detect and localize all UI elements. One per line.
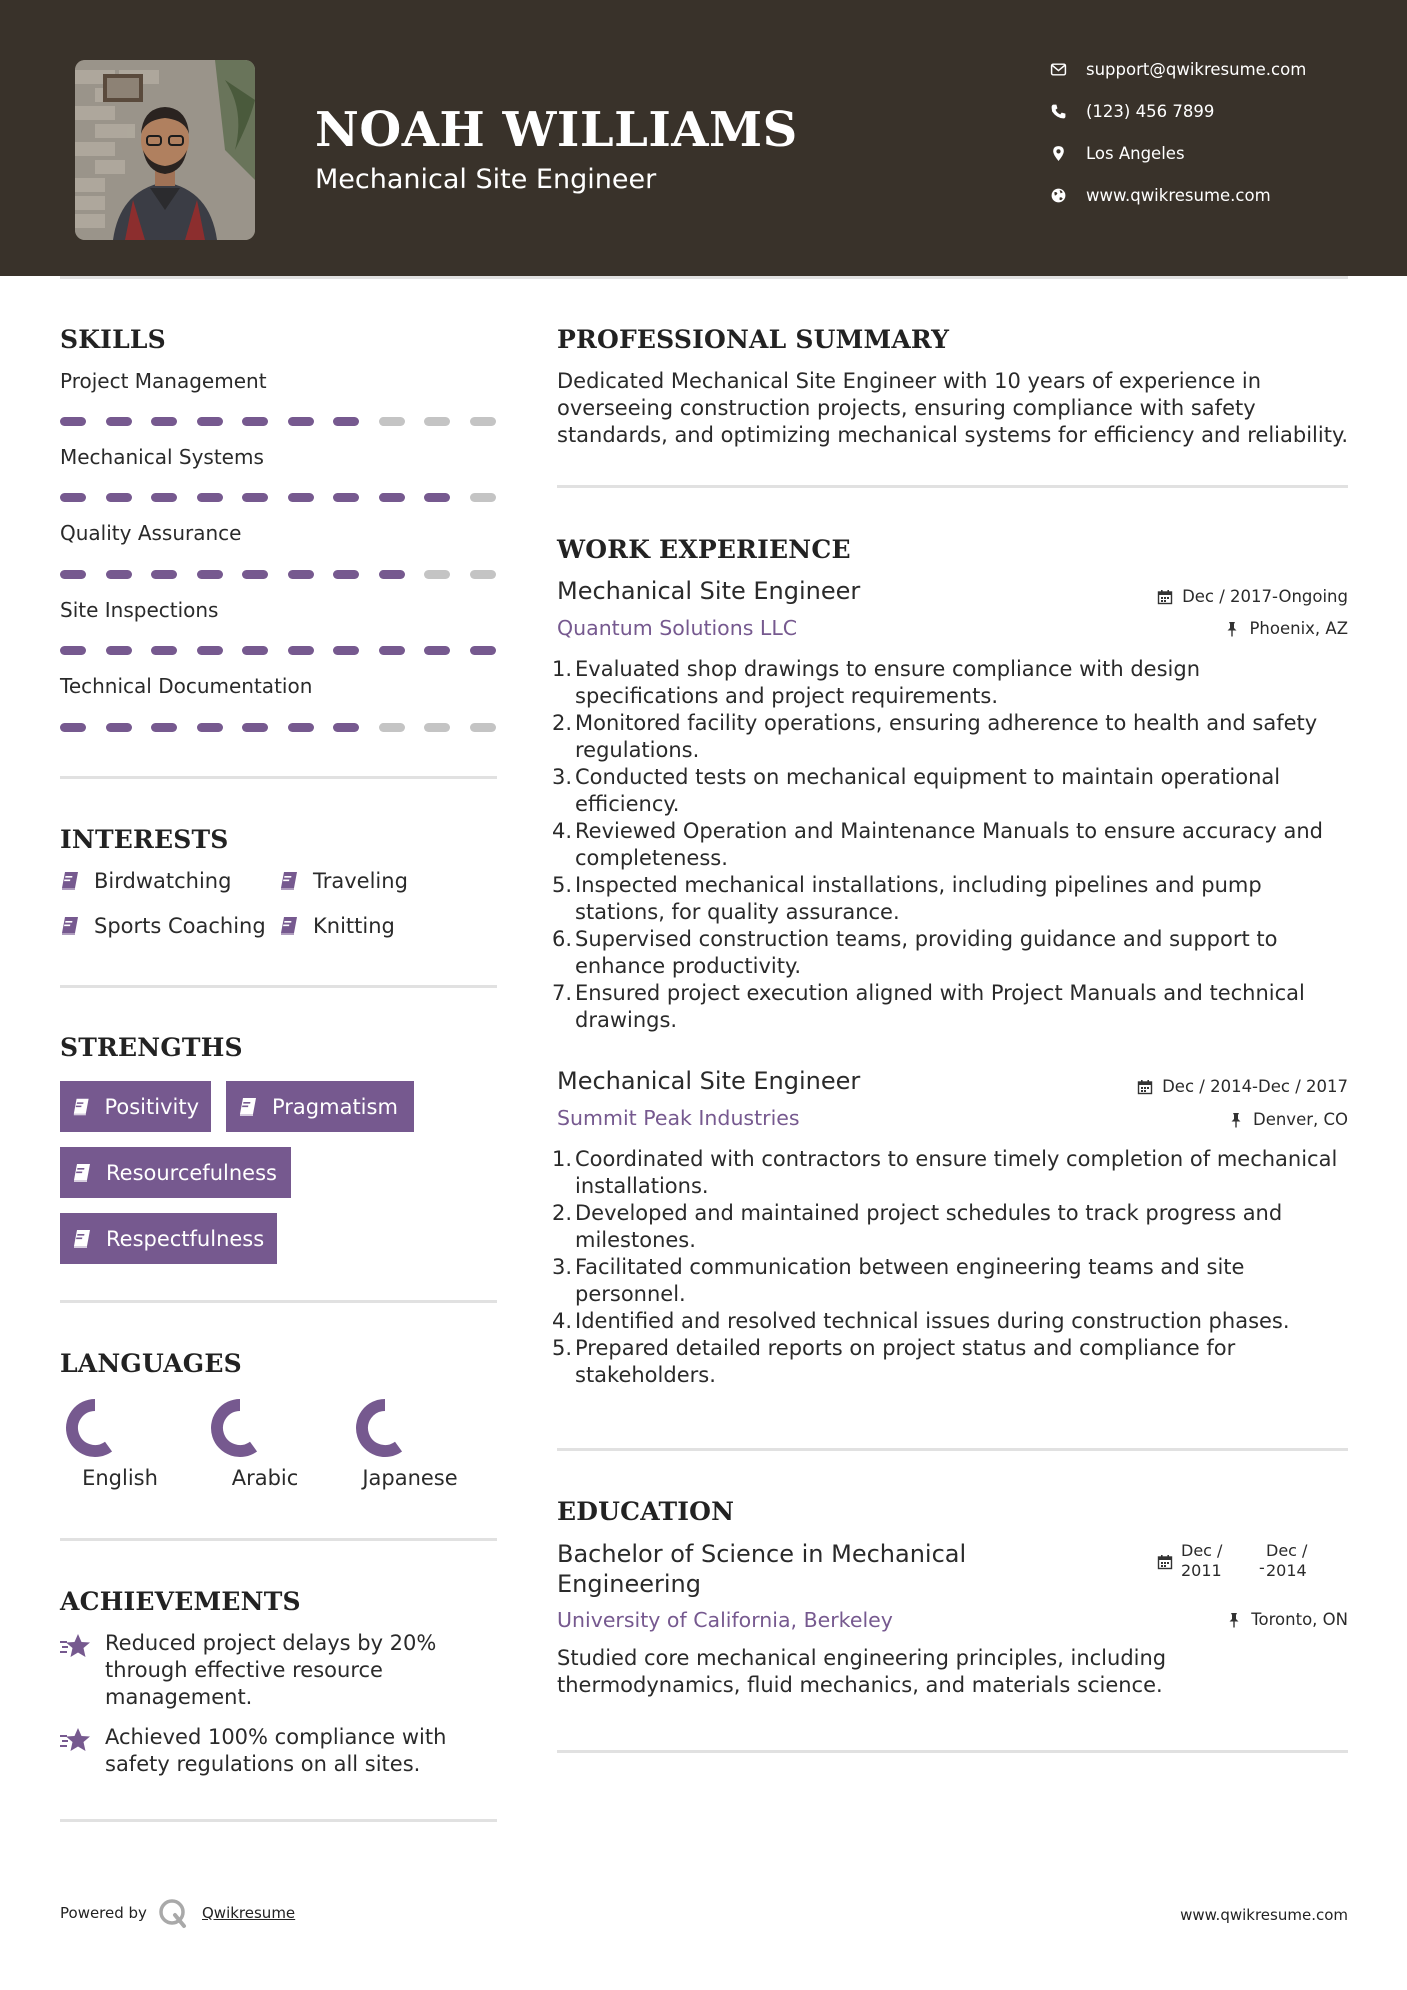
- achievements-title: ACHIEVEMENTS: [60, 1587, 301, 1616]
- job-bullet: 3. Facilitated communication between engineering teams and site personnel.: [552, 1255, 1245, 1306]
- skill-name: Mechanical Systems: [60, 445, 264, 469]
- job-bullet: 3. Conducted tests on mechanical equipment to maintain operational efficiency.: [552, 765, 1281, 816]
- interest-label: Birdwatching: [94, 869, 232, 893]
- calendar-icon: [1137, 1079, 1153, 1095]
- job-bullet: 1. Coordinated with contractors to ensure timely completion of mechanical installations.: [552, 1147, 1338, 1198]
- contact-phone-text: (123) 456 7899: [1086, 101, 1215, 121]
- skill-segment-filled: [424, 646, 450, 655]
- book-icon: [238, 1096, 258, 1118]
- skill-segment-filled: [288, 493, 314, 502]
- achievement-text: Achieved 100% compliance with: [105, 1725, 447, 1749]
- interest-label: Traveling: [313, 869, 408, 893]
- language-name: Arabic: [231, 1466, 299, 1490]
- job-bullet: 2. Monitored facility operations, ensuring adherence to health and safety regulations.: [552, 711, 1318, 762]
- skill-segment-filled: [151, 723, 177, 732]
- job-bullet: 4. Identified and resolved technical issues during construction phases.: [552, 1309, 1290, 1333]
- job-bullet: 5. Prepared detailed reports on project status and compliance for stakeholders.: [552, 1336, 1236, 1387]
- job-date: [1137, 1077, 1348, 1096]
- skill-segment-filled: [151, 493, 177, 502]
- section-divider: [60, 1300, 497, 1303]
- skill-segment-empty: [470, 570, 496, 579]
- resume-header: [0, 0, 1407, 276]
- book-icon: [279, 915, 299, 937]
- skill-segment-filled: [333, 417, 359, 426]
- interest-label: Sports Coaching: [94, 914, 266, 938]
- strength-chip: [60, 1213, 277, 1264]
- section-divider: [60, 1538, 497, 1541]
- book-icon: [72, 1228, 92, 1250]
- job-bullet: 1. Evaluated shop drawings to ensure compliance with design specifications and project requirements.: [552, 657, 1201, 708]
- location-pin-icon: [1050, 143, 1074, 163]
- job-title: Mechanical Site Engineer: [557, 577, 861, 605]
- job-date-text: Dec / 2014-Dec / 2017: [1162, 1077, 1348, 1096]
- achievement-text: Reduced project delays by 20%: [105, 1631, 437, 1655]
- contact-website[interactable]: [1050, 182, 1271, 208]
- skill-segment-empty: [424, 417, 450, 426]
- skill-segment-filled: [379, 646, 405, 655]
- contact-phone[interactable]: [1050, 98, 1214, 124]
- contact-website-text: www.qwikresume.com: [1086, 185, 1271, 205]
- skill-segment-filled: [242, 723, 268, 732]
- contact-email-text: support@qwikresume.com: [1086, 59, 1307, 79]
- section-divider: [557, 1448, 1348, 1451]
- skill-segment-filled: [197, 417, 223, 426]
- job-bullet: 5. Inspected mechanical installations, including pipelines and pump stations, for quality assurance.: [552, 873, 1262, 924]
- pushpin-icon: [1224, 621, 1240, 637]
- job-date-text: Dec / 2017-Ongoing: [1182, 587, 1348, 606]
- strength-label: Respectfulness: [106, 1226, 265, 1251]
- skill-segment-filled: [60, 646, 86, 655]
- achievement-text: management.: [105, 1685, 253, 1709]
- skill-segment-filled: [60, 570, 86, 579]
- book-icon: [72, 1162, 92, 1184]
- calendar-icon: [1157, 589, 1173, 605]
- skill-segment-filled: [242, 646, 268, 655]
- job-bullets: [552, 1146, 1352, 1389]
- language-level-ring: [60, 1398, 130, 1468]
- powered-by-label: Powered by: [60, 1904, 147, 1922]
- header-divider: [60, 276, 1348, 279]
- strength-label: Pragmatism: [272, 1094, 398, 1119]
- skill-name: Site Inspections: [60, 598, 219, 622]
- achievement-text: safety regulations on all sites.: [105, 1752, 421, 1776]
- skill-segment-filled: [333, 646, 359, 655]
- school-name: University of California, Berkeley: [557, 1608, 893, 1632]
- achievement-text: through effective resource: [105, 1658, 383, 1682]
- skill-level-bar: [60, 723, 500, 732]
- language-name: English: [82, 1466, 158, 1490]
- language-name: Japanese: [362, 1466, 458, 1490]
- edu-date-start: 2011: [1181, 1561, 1222, 1580]
- languages-title: LANGUAGES: [60, 1349, 242, 1378]
- skills-title: SKILLS: [60, 325, 166, 354]
- skill-segment-empty: [424, 570, 450, 579]
- skill-level-bar: [60, 646, 500, 655]
- skill-segment-filled: [106, 570, 132, 579]
- globe-icon: [1050, 185, 1074, 205]
- company-name: Quantum Solutions LLC: [557, 616, 798, 640]
- edu-date-end: 2014: [1266, 1561, 1307, 1580]
- skill-segment-empty: [379, 723, 405, 732]
- contact-location-text: Los Angeles: [1086, 143, 1185, 163]
- job-bullet: 4. Reviewed Operation and Maintenance Manuals to ensure accuracy and completeness.: [552, 819, 1323, 870]
- candidate-name: NOAH WILLIAMS: [315, 102, 798, 158]
- job-bullets: [552, 656, 1352, 1034]
- section-divider: [60, 1819, 497, 1822]
- degree-title-line: Bachelor of Science in Mechanical: [557, 1540, 967, 1568]
- summary-line: Dedicated Mechanical Site Engineer with 10 years of experience in: [557, 369, 1262, 393]
- interests-title: INTERESTS: [60, 825, 229, 854]
- section-divider: [557, 485, 1348, 488]
- skill-segment-empty: [424, 723, 450, 732]
- skill-segment-filled: [242, 570, 268, 579]
- book-icon: [60, 915, 80, 937]
- skill-segment-filled: [106, 646, 132, 655]
- language-level-ring: [205, 1398, 275, 1468]
- skill-segment-empty: [379, 417, 405, 426]
- skill-segment-filled: [470, 646, 496, 655]
- skill-segment-filled: [197, 646, 223, 655]
- job-bullet: 2. Developed and maintained project schedules to track progress and milestones.: [552, 1201, 1283, 1252]
- skill-segment-filled: [242, 493, 268, 502]
- skill-segment-filled: [288, 646, 314, 655]
- education-title: EDUCATION: [557, 1497, 735, 1526]
- edu-description-line: Studied core mechanical engineering principles, including: [557, 1646, 1167, 1670]
- qwikresume-brand-link[interactable]: Qwikresume: [202, 1904, 296, 1922]
- edu-date-start: Dec /: [1181, 1541, 1223, 1560]
- language-level-arc: [362, 1405, 399, 1451]
- contact-location: [1050, 140, 1185, 166]
- strength-label: Resourcefulness: [106, 1160, 277, 1185]
- skill-segment-filled: [379, 570, 405, 579]
- skill-segment-filled: [151, 570, 177, 579]
- skill-segment-filled: [197, 570, 223, 579]
- skill-segment-filled: [60, 417, 86, 426]
- skill-segment-filled: [60, 493, 86, 502]
- book-icon: [72, 1096, 90, 1118]
- language-level-arc: [217, 1405, 254, 1451]
- interest-label: Knitting: [313, 914, 395, 938]
- edu-location: [1226, 1610, 1348, 1629]
- skill-segment-filled: [151, 417, 177, 426]
- edu-description-line: thermodynamics, fluid mechanics, and materials science.: [557, 1673, 1163, 1697]
- skill-name: Technical Documentation: [60, 674, 313, 698]
- profile-photo-image: [75, 60, 255, 240]
- summary-line: overseeing construction projects, ensuring compliance with safety: [557, 396, 1256, 420]
- skill-segment-filled: [60, 723, 86, 732]
- skill-segment-filled: [333, 493, 359, 502]
- edu-date-end: Dec /: [1266, 1541, 1308, 1560]
- strength-chip: [60, 1147, 291, 1198]
- skill-name: Project Management: [60, 369, 267, 393]
- skill-segment-filled: [106, 417, 132, 426]
- pushpin-icon: [1228, 1112, 1244, 1128]
- summary-line: standards, and optimizing mechanical systems for efficiency and reliability.: [557, 423, 1349, 447]
- job-title: Mechanical Site Engineer: [557, 1067, 861, 1095]
- book-icon: [60, 870, 80, 892]
- experience-title: WORK EXPERIENCE: [557, 535, 851, 564]
- skill-segment-filled: [242, 417, 268, 426]
- language-level-ring: [350, 1398, 420, 1468]
- phone-icon: [1050, 101, 1074, 121]
- skill-segment-filled: [288, 723, 314, 732]
- footer-website-link[interactable]: www.qwikresume.com: [1180, 1906, 1348, 1924]
- skill-segment-filled: [288, 570, 314, 579]
- interest-item: [60, 866, 231, 896]
- skill-level-bar: [60, 493, 500, 502]
- skill-segment-filled: [197, 493, 223, 502]
- skill-segment-filled: [106, 723, 132, 732]
- job-location-text: Phoenix, AZ: [1249, 619, 1348, 638]
- skill-segment-empty: [470, 417, 496, 426]
- summary-title: PROFESSIONAL SUMMARY: [557, 325, 950, 354]
- qwikresume-logo-icon[interactable]: [157, 1897, 189, 1929]
- section-divider: [60, 776, 497, 779]
- edu-date-separator: -: [1259, 1558, 1265, 1577]
- skill-segment-filled: [333, 723, 359, 732]
- candidate-role: Mechanical Site Engineer: [315, 164, 657, 195]
- envelope-icon: [1050, 59, 1074, 79]
- skill-segment-filled: [151, 646, 177, 655]
- contact-email[interactable]: [1050, 56, 1306, 82]
- pushpin-icon: [1226, 1612, 1242, 1628]
- edu-location-text: Toronto, ON: [1251, 1610, 1348, 1629]
- interest-item: [60, 911, 266, 941]
- skill-segment-filled: [424, 493, 450, 502]
- interest-item: [279, 911, 395, 941]
- strength-label: Positivity: [104, 1094, 199, 1119]
- section-divider: [557, 1750, 1348, 1753]
- section-divider: [60, 985, 497, 988]
- job-bullet: 7. Ensured project execution aligned with Project Manuals and technical drawings.: [552, 981, 1305, 1032]
- skill-segment-filled: [106, 493, 132, 502]
- language-level-arc: [72, 1405, 109, 1451]
- job-location: [1228, 1110, 1348, 1129]
- skill-name: Quality Assurance: [60, 521, 242, 545]
- strength-chip: [226, 1081, 414, 1132]
- strengths-title: STRENGTHS: [60, 1033, 243, 1062]
- skill-segment-empty: [470, 493, 496, 502]
- skill-segment-filled: [288, 417, 314, 426]
- job-location: [1224, 619, 1348, 638]
- skill-level-bar: [60, 417, 500, 426]
- strength-chip: [60, 1081, 211, 1132]
- job-bullet: 6. Supervised construction teams, providing guidance and support to enhance productivity.: [552, 927, 1278, 978]
- skill-segment-empty: [470, 723, 496, 732]
- company-name: Summit Peak Industries: [557, 1106, 800, 1130]
- job-date: [1157, 587, 1348, 606]
- star-icon: [60, 1726, 92, 1754]
- skill-segment-filled: [379, 493, 405, 502]
- calendar-icon: [1157, 1554, 1173, 1570]
- book-icon: [279, 870, 299, 892]
- profile-photo: [75, 60, 255, 240]
- interest-item: [279, 866, 408, 896]
- star-icon: [60, 1632, 92, 1660]
- degree-title-line: Engineering: [557, 1570, 701, 1598]
- job-location-text: Denver, CO: [1252, 1110, 1348, 1129]
- skill-segment-filled: [197, 723, 223, 732]
- skill-level-bar: [60, 570, 500, 579]
- skill-segment-filled: [333, 570, 359, 579]
